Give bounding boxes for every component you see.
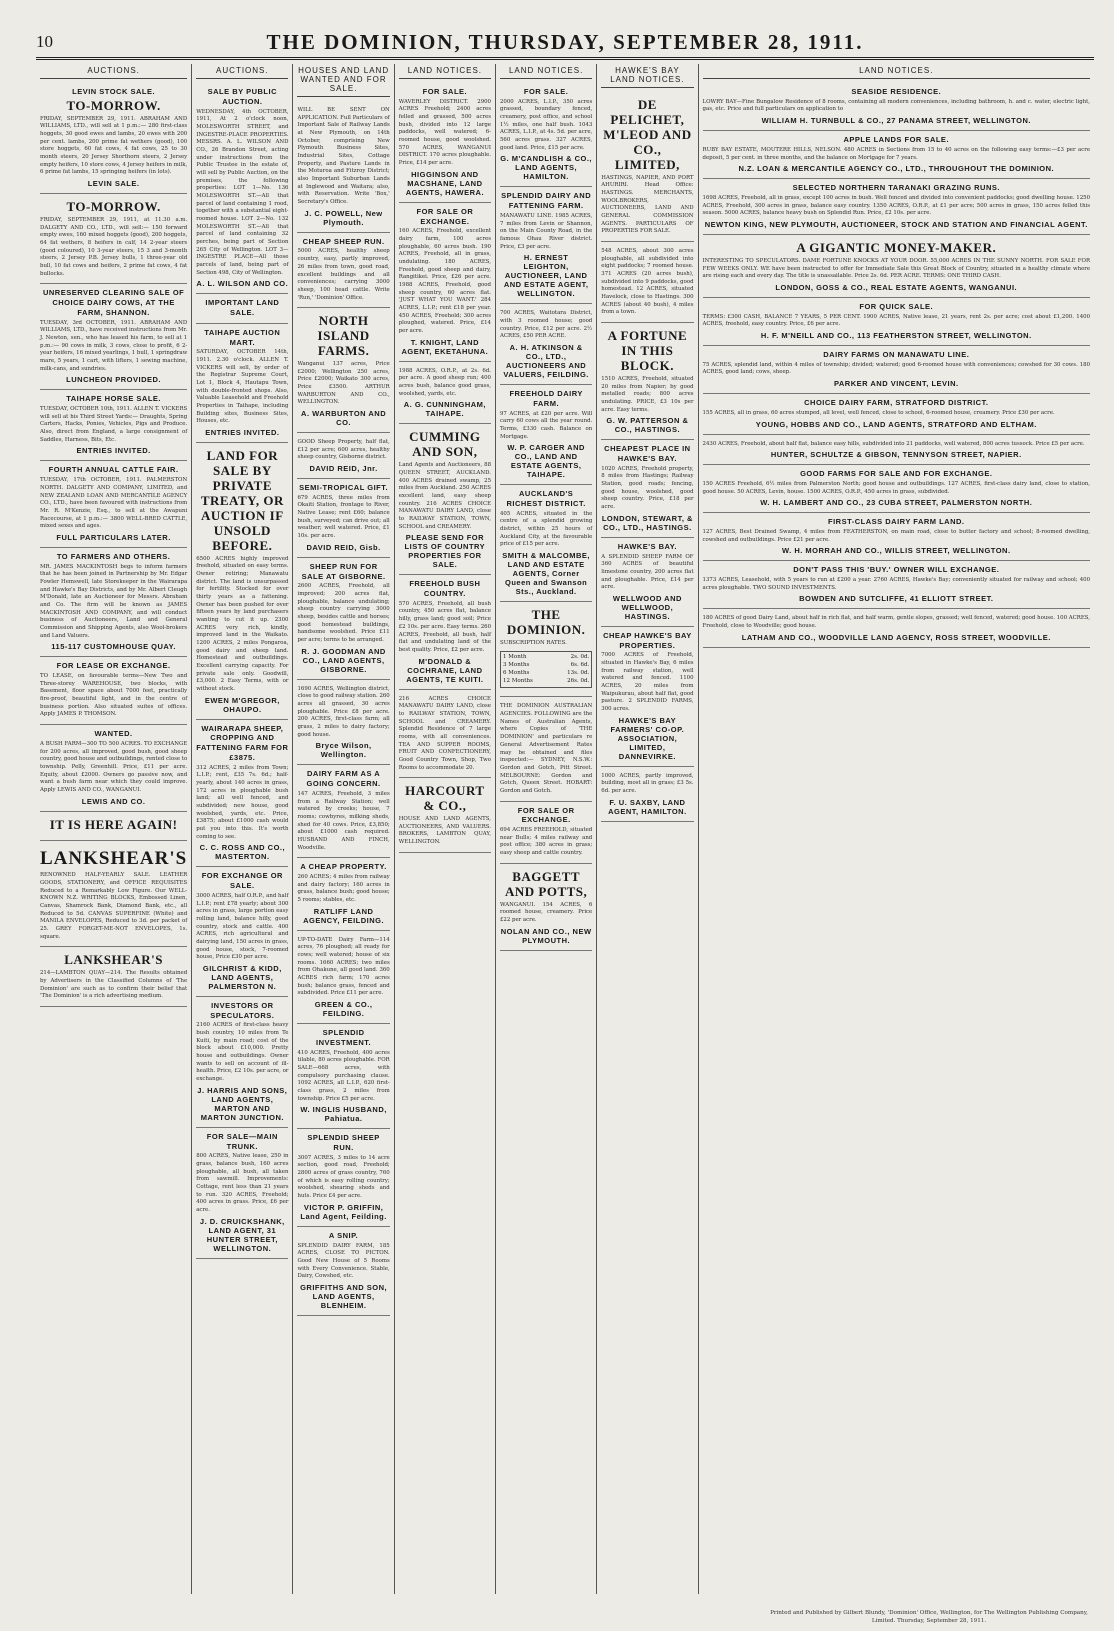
ad-signature: A. WARBURTON AND CO. [301, 409, 387, 428]
advertisement [601, 323, 693, 440]
ad-body-text: 2160 ACRES of first-class heavy bush country, 10 miles from Te Kuiti, by main road; cost of the block about £10,000. Pretty house and outbuildings. Owner wants to sell on account of ill-health. Price, £2 10s. per acre, or exchange. [196, 1022, 289, 1083]
columns [36, 64, 1094, 1594]
advertisement [297, 558, 389, 680]
ad-body-text: GOOD Sheep Property, half flat, £12 per acre; 600 acres, healthy sheep country, Gisborne district. [297, 439, 390, 461]
ad-heading: SEMI-TROPICAL GIFT. [299, 483, 389, 493]
advertisement [399, 424, 491, 575]
advertisement [500, 864, 592, 951]
advertisement [500, 485, 592, 602]
ad-heading: FOURTH ANNUAL CATTLE FAIR. [48, 465, 179, 475]
ad-body-text: 216 ACRES CHOICE MANAWATU DAIRY LAND, close to RAILWAY STATION, TOWN, SCHOOL and CREAMERY. Splendid Residence of 7 large rooms, with all conveniences. TEA AND SUPPER ROOMS, FRUIT AND CONFECTIONERY, Good Country Town, Shop, Two Rooms to accommodate 20. [398, 695, 491, 771]
ad-signature: ENTRIES INVITED. [205, 428, 280, 437]
ad-signature: NEWTON KING, NEW PLYMOUTH, AUCTIONEER, STOCK AND STATION AND FINANCIAL AGENT. [704, 219, 1088, 229]
ad-signature: RATLIFF LAND AGENCY, FEILDING. [303, 906, 385, 925]
rate-row [503, 678, 589, 686]
ad-body-text: 2430 ACRES, Freehold, about half flat, balance easy hills, subdivided into 21 paddocks, well watered, 800 acres tussock. Price £5 per acre. [702, 440, 1085, 447]
advertisement [703, 235, 1091, 298]
ad-body-text: RENOWNED HALF-YEARLY SALE. LEATHER GOODS, STATIONERY, and OFFICE REQUISITES Reduced to a Remarkably Low Figure. Our WELL-KNOWN N.Z. WRITING BLOCKS, Embossed Linen, Canvas, Shamrock Bank, Diamond Bank, etc., all Reduced to 5d. CANVAS SUPERFINE (White) and MANILA ENVELOPES, Reduced to 3d. per packet of 25. GREY FORGET-ME-NOT ENVELOPES, 1s. square. [40, 872, 188, 940]
ad-body-text: THE DOMINION AUSTRALIAN AGENCIES. FOLLOWING are the Names of Australian Agents, where Copies of 'THE DOMINION' and particulars re General Advertisement Rates may be obtained and files inspected:— SYDNEY, N.S.W.: Gordon and Gotch, Pitt Street. MELBOURNE: Gordon and Gotch, Queen Street. HOBART: Gordon and Gotch. [500, 703, 593, 794]
advertisement [399, 690, 491, 779]
ad-body-text: FRIDAY, SEPTEMBER 29, 1911, at 11.30 a.m. DALGETY AND CO., LTD., will sell:— 150 forward empty ewes, 160 mixed hoggets (good), 200 hoggets, 64 fat wethers, 8 heifers in calf, 14 2-year steers (good coloured), 10 3-year steers, 15 3 and 3-month steers, 2 Jersey P.B. Jersey bulls, 1 three-year old bull, 10 fat cows and heifers, 2 prime fat cows, 4 fat bullocks. [40, 217, 188, 277]
advertisement [500, 602, 592, 697]
ad-body-text: HOUSE AND LAND AGENTS, AUCTIONEERS, AND VALUERS. BROKERS, LAMBTON QUAY, WELLINGTON. [398, 816, 491, 846]
ad-body-text: 405 ACRES, situated in the centre of a splendid growing district, within 25 hours of Auckland City, at the favourable price of £15 per acre. [500, 510, 593, 548]
ad-body-text: FRIDAY, SEPTEMBER 29, 1911. ABRAHAM AND WILLIAMS, LTD., will sell at 1 p.m.:— 280 first-class hoggets, 30 good ewes and lambs, 20 ewes with 200 per cent. lambs, 200 prime fat wethers (good), 100 store hoggets, 60 fat cows, 4 fat cows, 25 to 30 month steers, 20 Jersey Shorthorn steers, 2 Jersey empty heifers, 10 store cows, 4 Jersey heifers in milk, 6 prime fat lambs, 15 springing heifers (in lots). [40, 115, 188, 176]
ad-body-text: LOWRY BAY—Fine Bungalow Residence of 8 rooms, containing all modern conveniences, including bathroom, h. and c. water, electric light, gas, etc. Price and full particulars on application to [702, 98, 1091, 113]
advertisement [703, 394, 1091, 434]
ad-heading: TAIHAPE HORSE SALE. [66, 394, 161, 404]
ad-signature: C. C. ROSS AND CO., MASTERTON. [199, 843, 286, 862]
advertisement [297, 931, 389, 1024]
column-heading: AUCTIONS. [196, 64, 288, 79]
ad-signature: HIGGINSON AND MACSHANE, LAND AGENTS, HAWERA. [405, 169, 485, 197]
ad-body-text: A SPLENDID SHEEP FARM OF 360 ACRES of beautiful limestone country, 200 acres flat and ploughable. Price, £14 per acre. [601, 553, 694, 591]
ad-heading: FOR SALE OR EXCHANGE. [517, 805, 575, 825]
ad-heading: FOR QUICK SALE. [859, 301, 934, 311]
advertisement [196, 720, 288, 868]
ad-title: LANKSHEAR'S [64, 952, 163, 968]
ad-signature: W. H. MORRAH AND CO., WILLIS STREET, WELLINGTON. [781, 546, 1011, 556]
rate-price: 26s. 0d. [567, 677, 590, 684]
ad-body-text: SUBSCRIPTION RATES. [500, 639, 567, 646]
ad-body-text: 679 ACRES, three miles from Okaiti Station, frontage to River, Native Lease; rent £60; balance bush, surveyed; can drive out; all weather; well watered. Price, £1 10s. per acre. [297, 494, 390, 540]
ad-signature: NOLAN AND CO., NEW PLYMOUTH. [500, 926, 592, 945]
ad-heading: FIRST-CLASS DAIRY FARM LAND. [828, 517, 965, 527]
masthead [36, 30, 1094, 60]
advertisement [40, 284, 187, 390]
ad-heading: A CHEAP PROPERTY. [300, 862, 387, 872]
ad-body-text: WEDNESDAY, 4th OCTOBER, 1911, At 2 o'clock noon, MOLESWORTH STREET, and INGESTRE-PLACE PROPERTIES. MESSRS. A. L. WILSON AND CO., 26 Brandon Street, acting under instructions from the Public Trustee in the estate of, will sell by Public Auction, on the premises, the following properties: LOT 1—No. 136 MOLESWORTH ST.—All that parcel of land containing 1 rood, together with a substantial eight-roomed house. LOT 2—No. 132 MOLESWORTH ST.—All that parcel of land containing 32 perches, being part of Section 265 City of Wellington. LOT 3—INGESTRE PLACE—All those parcels of land, being part of Section 498, City of Wellington. [196, 108, 289, 276]
ad-body-text: HASTINGS, NAPIER, AND PORT AHURIRI. Head Office: HASTINGS. MERCHANTS, WOOLBROKERS, AUCTIONEERS, LAND AND GENERAL COMMISSION AGENTS. PARTICULARS OF PROPERTIES FOR SALE. [601, 174, 694, 235]
advertisement [500, 187, 592, 304]
ad-title: DE PELICHET, M'LEOD AND CO., LIMITED, [603, 97, 692, 172]
rate-price: 13s. 0d. [567, 669, 590, 676]
advertisement [196, 997, 288, 1128]
page-number: 10 [36, 32, 53, 51]
ad-body-text: RUBY BAY ESTATE, MOUTERE HILLS, NELSON. 480 ACRES in Sections from 15 to 40 acres on the following easy terms:—£3 per acre deposit, 5 per cent. in three months, and the balance on Mortgage for 7 years. [702, 146, 1091, 161]
ad-signature: G. M'CANDLISH & CO., LAND AGENTS, HAMILTON. [500, 154, 593, 182]
ad-body-text: 260 ACRES; 4 miles from railway and dairy factory; 160 acres in grass, balance bush; good house; 5 rooms; stables, etc. [297, 874, 390, 904]
ad-body-text: 410 ACRES, Freehold, 400 acres tilable, 80 acres ploughable. FOR SALE—668 acres, with compulsory purchasing clause. 1092 ACRES, all L.I.P., 620 first-class grass, 2 miles from township. Price £5 per acre. [297, 1049, 390, 1102]
column-heading: LAND NOTICES. [703, 64, 1091, 79]
ad-body-text: 150 ACRES Freehold, 6½ miles from Palmerston North; good house and outbuildings. 127 ACRES, first-class dairy land, close to station, good house. 50 ACRES, Levin, house. 1500 ACRES, O.R.P., 450 acres in grass, subdivided. [702, 480, 1091, 495]
column-4 [395, 64, 496, 1594]
ad-title: A GIGANTIC MONEY-MAKER. [796, 239, 997, 255]
advertisement [601, 627, 693, 767]
ad-heading: APPLE LANDS FOR SALE. [843, 135, 950, 145]
ad-title: IT IS HERE AGAIN! [49, 816, 178, 832]
ad-body-text: 2000 ACRES, L.I.P., 350 acres grassed, boundary fenced, creamery, post office, and school 1½ miles, one half bush. 1043 ACRES, L.I.P., at 4s. 5d. per acre, 560 acres grass. 327 ACRES, good land. Price, £15 per acre. [500, 98, 593, 151]
ad-title: BAGGETT AND POTTS, [504, 868, 588, 899]
ad-heading: FREEHOLD DAIRY FARM. [509, 389, 583, 408]
advertisement [40, 548, 187, 657]
rate-period: 6 Months [503, 669, 530, 676]
advertisement [399, 83, 491, 203]
ad-signature: LEVIN SALE. [87, 179, 140, 189]
advertisement [601, 440, 693, 538]
ad-signature: WILLIAM H. TURNBULL & CO., 27 PANAMA STREET, WELLINGTON. [761, 116, 1031, 126]
ad-body-text: 1510 ACRES, Freehold, situated 20 miles from Napier; by good metalled roads; 800 acres undulating. PRICE, £3 10s per acre. Easy terms. [601, 375, 694, 413]
imprint: Printed and Published by Gilbert Blundy, 'Dominion' Office, Wellington, for The Wellington Publishing Company, Limited. Thursday, September 28, 1911. [770, 1610, 1088, 1624]
rate-period: 1 Month [503, 653, 527, 660]
ad-body-text: 1020 ACRES, Freehold property, 8 miles from Hastings; Railway Station, good roads; fencing, good house, woolshed, good sheep country. Price, £18 per acre. [601, 465, 694, 511]
ad-signature: H. ERNEST LEIGHTON, AUCTIONEER, LAND AND ESTATE AGENT, WELLINGTON. [503, 253, 589, 299]
ad-heading: FOR LEASE OR EXCHANGE. [56, 661, 171, 671]
advertisement [196, 443, 288, 720]
advertisement [703, 83, 1091, 131]
ad-signature: LATHAM AND CO., WOODVILLE LAND AGENCY, ROSS STREET, WOODVILLE. [741, 632, 1051, 642]
ad-body-text: 75 ACRES, splendid land, within 4 miles of township; divided; watered; good 6-roomed house with conveniences; cowshed for 30 cows. 180 ACRES, good land; cows, sheep. [702, 361, 1091, 376]
ad-signature: LONDON, GOSS & CO., REAL ESTATE AGENTS, WANGANUI. [775, 282, 1018, 292]
ad-body-text: 97 ACRES, at £20 per acre. Will carry 60 cows all the year round. Terms, £330 cash. Balance on Mortgage. [500, 410, 593, 440]
ad-signature: Bryce Wilson, Wellington. [315, 741, 372, 760]
ad-heading: DAIRY FARM AS A GOING CONCERN. [306, 769, 381, 789]
advertisement [500, 802, 592, 864]
ad-body-text: 155 ACRES, all in grass, 60 acres stumped, all level, well fenced, close to school, 6-roomed house, creamery. Price £30 per acre. [702, 409, 1055, 416]
ad-body-text: 800 ACRES, Native lease, 250 in grass, balance bush, 160 acres ploughable, all bush, all taken from sawmill. Improvements: Cottage, rent less than 21 years to run. 320 ACRES, Freehold; 400 acres in grass. Price, £6 per acre. [196, 1153, 289, 1213]
ad-body-text: 127 ACRES, Best Drained Swamp, 4 miles from FEATHERSTON, on main road, close to butter factory and school; 8-roomed dwelling, cowshed and outbuildings. Price £21 per acre. [702, 529, 1091, 543]
ad-heading: DON'T PASS THIS 'BUY.' OWNER WILL EXCHANGE. [793, 565, 1000, 575]
advertisement [500, 697, 592, 801]
ad-signature: J. D. CRUICKSHANK, LAND AGENT, 31 HUNTER STREET, WELLINGTON. [199, 1216, 285, 1253]
advertisement [196, 294, 288, 324]
ad-signature: VICTOR P. GRIFFIN, Land Agent, Feilding. [300, 1202, 387, 1221]
ad-body-text: 1690 ACRES, Wellington district, close to good railway station. 260 acres all grassed, 30 acres ploughable. Price £8 per acre. 200 ACRES, first-class farm; all grass, 2 miles to dairy factory; good house. [297, 685, 390, 738]
rate-period: 12 Months [503, 677, 533, 684]
ad-heading: UNRESERVED CLEARING SALE OF CHOICE DAIRY COWS, AT THE FARM, SHANNON. [42, 288, 185, 317]
advertisement [40, 841, 187, 948]
ad-heading: SPLENDID DAIRY AND FATTENING FARM. [501, 191, 592, 211]
column-heading: AUCTIONS. [40, 64, 187, 79]
ad-signature: HUNTER, SCHULTZE & GIBSON, TENNYSON STREET, NAPIER. [770, 450, 1022, 460]
advertisement [703, 131, 1091, 179]
column-heading: LAND NOTICES. [399, 64, 491, 79]
advertisement [40, 947, 187, 1007]
rate-row [503, 670, 589, 678]
advertisement [601, 242, 693, 323]
ad-title: HARCOURT & CO., [405, 783, 485, 814]
ad-body-text: TO LEASE, on favourable terms—New Two and Three-storey WAREHOUSE, two blocks, with Basement, floor space about 7000 feet, practically fire-proof, beautiful light, and in the centre of business portion. Also situated suites of offices. Apply JAMES P. THOMSON. [40, 673, 188, 718]
ad-body-text: 1000 ACRES, partly improved, building, most all in grass; £3 5s. 6d. per acre. [601, 772, 694, 795]
ad-body-text: 1698 ACRES, Freehold, all in grass, except 100 acres in bush. Well fenced and divided into convenient paddocks; good dwelling house. 1250 ACRES, Freehold, 300 acres in grass, balance easy country. 1350 ACRES, O.R.P., at £1 per acre; 500 acres in grass, 150 acres felled this season. 5000 ACRES, balance heavy bush on Splendid Run. Price, £2 10s. per acre. [702, 194, 1091, 217]
advertisement [601, 767, 693, 822]
ad-body-text: 5000 ACRES, healthy sheep country, easy, partly improved, 26 miles from town, good road, excellent buildings and all conveniences; carrying 3000 sheep, 100 head cattle. Write 'Run,' 'Dominion' Office. [297, 248, 390, 301]
column-5 [496, 64, 597, 1594]
ad-heading: AUCKLAND'S RICHEST DISTRICT. [506, 489, 586, 508]
ad-heading: DAIRY FARMS ON MANAWATU LINE. [823, 350, 970, 359]
ad-signature: YOUNG, HOBBS AND CO., LAND AGENTS, STRATFORD AND ELTHAM. [755, 419, 1037, 429]
ad-signature: W. INGLIS HUSBAND, Pahiatua. [300, 1105, 387, 1124]
column-2 [192, 64, 293, 1594]
ad-title: LAND FOR SALE BY PRIVATE TREATY, OR AUCTION IF UNSOLD BEFORE. [200, 448, 284, 553]
ad-heading: A SNIP. [328, 1230, 359, 1240]
ad-heading: FREEHOLD BUSH COUNTRY. [409, 579, 481, 599]
ad-heading: WANTED. [94, 729, 133, 739]
ad-signature: BOWDEN AND SUTCLIFFE, 41 ELLIOTT STREET. [799, 594, 994, 604]
ad-body-text: WANGANUI. 154 ACRES, 6 roomed house, creamery. Price £22 per acre. [500, 901, 593, 923]
ad-heading: WAIRARAPA SHEEP, CROPPING AND FATTENING FARM FOR £3875. [196, 723, 289, 762]
advertisement [196, 867, 288, 997]
column-6 [597, 64, 698, 1594]
advertisement [297, 765, 389, 858]
ad-title: CUMMING AND SON, [409, 429, 481, 460]
ad-signature: J. C. POWELL, New Plymouth. [304, 208, 383, 227]
ad-body-text: A BUSH FARM—300 TO 500 ACRES. TO EXCHANGE for 200 acres, all improved, good bush, good sheep country, good house and outbuildings, rented close to township. Pelly, Greenhill. Price, £11 per acre. Equity, about £2000. Owners go passive now, and want a bush farm near which they could improve. Apply LEWIS AND CO., WANGANUI. [40, 740, 188, 793]
advertisement [703, 465, 1091, 513]
ad-signature: 115-117 CUSTOMHOUSE QUAY. [51, 642, 176, 652]
advertisement [703, 561, 1091, 609]
ad-body-text: 1373 ACRES, Leasehold, with 5 years to run at £200 a year. 2760 ACRES, Hawke's Bay; conveniently situated for railway and school; 400 acres ploughable. TWO SOUND INVESTMENTS. [702, 577, 1091, 591]
ad-signature: LUNCHEON PROVIDED. [66, 375, 162, 385]
ad-heading: SPLENDID SHEEP RUN. [307, 1133, 380, 1153]
ad-signature: PLEASE SEND FOR LISTS OF COUNTRY PROPERTIES FOR SALE. [404, 533, 486, 570]
advertisement [40, 390, 187, 461]
ad-body-text: 7000 ACRES of Freehold, situated in Hawke's Bay, 6 miles from railway station, well watered and fenced. 1100 ACRES, 20 miles from Waipukurau, about half flat, good pasture. 2 SPLENDID FARMS, 300 acres. [601, 652, 694, 713]
ad-body-text: UP-TO-DATE Dairy Farm—114 acres, 76 ploughed; all ready for cows; well watered; house of six rooms. 1660 ACRES; two miles from Ohakune, all good land. 360 ACRES rich farm; 170 acres bush; balance grass, fenced and subdivided. Price £11 per acre. [297, 936, 390, 997]
ad-heading: SEASIDE RESIDENCE. [851, 87, 942, 96]
advertisement [399, 575, 491, 689]
ad-body-text: 1988 ACRES, O.R.P., at 2s. 6d. per acre. A good sheep run; 400 acres bush, balance good grass, woolshed, yards, etc. [398, 367, 491, 397]
column-heading: LAND NOTICES. [500, 64, 592, 79]
ad-signature: HAWKE'S BAY FARMERS' CO-OP. ASSOCIATION, LIMITED, DANNEVIRKE. [610, 715, 685, 761]
advertisement [399, 203, 491, 362]
ad-heading: FOR EXCHANGE OR SALE. [201, 871, 283, 891]
ad-heading: CHEAP HAWKE'S BAY PROPERTIES. [603, 630, 692, 650]
ad-body-text: MANAWATU LINE. 1985 ACRES, 7 miles from Levin or Shannon, on the Main County Road, in the famous Ohau River district. Price, £3 per acre. [500, 212, 593, 250]
subscription-rates-table [500, 651, 592, 689]
advertisement [297, 680, 389, 766]
rate-price: 2s. 0d. [570, 653, 590, 660]
ad-signature: H. F. M'NEILL AND CO., 113 FEATHERSTON STREET, WELLINGTON. [760, 331, 1032, 340]
ad-heading: HAWKE'S BAY. [617, 541, 677, 551]
advertisement [703, 513, 1091, 561]
ad-signature: DAVID REID, Jnr. [309, 464, 378, 474]
ad-body-text: Wanganui 137 acres, Price £2000; Wellington 250 acres, Price £2000; Waikato 300 acres, Price £3500. ARTHUR WARBURTON AND CO., WELLINGTON. [297, 361, 390, 406]
advertisement [40, 812, 187, 841]
ad-heading: FOR SALE—MAIN TRUNK. [206, 1131, 278, 1151]
ad-heading: SHEEP RUN FOR SALE AT GISBORNE. [301, 561, 386, 581]
ad-heading: GOOD FARMS FOR SALE AND FOR EXCHANGE. [800, 469, 993, 479]
ad-signature: GILCHRIST & KIDD, LAND AGENTS, PALMERSTON N. [202, 963, 282, 991]
ad-signature: G. W. PATTERSON & CO., HASTINGS. [606, 416, 689, 435]
advertisement [40, 657, 187, 725]
ad-signature: GREEN & CO., FEILDING. [314, 1000, 373, 1019]
advertisement [40, 83, 187, 194]
ad-body-text: 570 ACRES, Freehold, all bush country, 450 acres flat, balance hilly, grass land; good soil; Price £2 10s. per acre. Easy terms. 260 ACRES, Freehold, all bush, half flat and undulating land of the best quality. Price, £2 per acre. [398, 600, 491, 653]
advertisement [297, 1227, 389, 1316]
advertisement [703, 609, 1091, 647]
advertisement [297, 1024, 389, 1129]
ad-heading: SELECTED NORTHERN TARANAKI GRAZING RUNS. [792, 183, 1000, 193]
ad-signature: WELLWOOD AND WELLWOOD, HASTINGS. [612, 593, 682, 621]
advertisement [40, 461, 187, 547]
rate-price: 6s. 6d. [570, 661, 590, 668]
ad-body-text: SATURDAY, OCTOBER 14th, 1911. 2.30 o'clock. ALLEN T. VICKERS will sell, by order of the Registrar Supreme Court, Lot 1, Block 4, Hautapu Town, with double-fronted shops. Also, Valuable Leasehold and Freehold Properties in Taihape, including Building sites, Business Sites, Houses, etc. [196, 349, 289, 425]
ad-signature: A. H. ATKINSON & CO., LTD., AUCTIONEERS AND VALUERS, FEILDING. [503, 343, 589, 379]
ad-heading: CHEAPEST PLACE IN HAWKE'S BAY. [604, 444, 691, 464]
ad-signature: EWEN M'GREGOR, OHAUPO. [204, 695, 280, 714]
advertisement [500, 385, 592, 485]
ad-body-text: WILL BE SENT ON APPLICATION. Full Particulars of Important Sale of Railway Lands at New Plymouth, on 14th October, comprising New Plymouth Business Sites, Industrial Sites, Cottage Property, and Pasture Lands in the Moturoa and Fitzroy District; also Important Suburban Lands at Inglewood and Waitara; also, with Reservation. Write 'Box,' Secretary's Office. [297, 107, 390, 206]
ad-title: TO-MORROW. [66, 199, 161, 215]
advertisement [500, 83, 592, 187]
ad-body-text: 2600 ACRES, Freehold, all improved; 200 acres flat, ploughable, balance undulating; sheep country carrying 3000 sheep, besides cattle and horses; good homestead buildings, handsome woolshed. Price £11 per acre; terms to be arranged. [297, 583, 390, 644]
ad-signature: LEWIS AND CO. [81, 796, 146, 806]
ad-signature: DAVID REID, Gisb. [306, 542, 381, 552]
ad-body-text: TERMS: £300 CASH, BALANCE 7 YEARS, 5 PER CENT. 1900 ACRES, Native lease, 21 years, rent 2s. per acre; cost about £1,200. 1400 ACRES, freehold, easy country. Price, £6 per acre. [702, 313, 1091, 328]
ad-body-text: TUESDAY, 17th OCTOBER, 1911. PALMERSTON NORTH. DALGETY AND COMPANY, LIMITED, and NEW ZEALAND LOAN AND MERCANTILE AGENCY CO., LTD., have been favoured with instructions from Mr. R. M'Kenzie, Esq., to sell at the Awapuni Racecourse, at 1 p.m.:— 3800 WELL-BRED CATTLE, mixed sexes and ages. [40, 477, 188, 530]
ad-body-text: 6500 ACRES highly improved freehold, situated on easy terms. Owner retiring; Manawatu district. The land is unsurpassed for fertility. Stocked for over thirty years as a fattening. Owner has been pushed for over fifteen years by land purchasers wanting to cut it up. 2300 ACRES very rich, kindly, improved land in the Waikato. 1200 ACRES, 2 miles Pongaroa, good dairy and sheep land. Homestead and outbuildings. Excellent carrying capacity. For private sale only. Goodwill, £3,000. 2 Easy Terms, with or without stock. [196, 555, 289, 692]
ad-body-text: 700 ACRES, Waitotara District, with 3 roomed house; good country. Price, £12 per acre. 2½ ACRES, £50 PER ACRE. [500, 310, 593, 340]
rate-period: 3 Months [503, 661, 530, 668]
ad-body-text: Land Agents and Auctioneers, 88 QUEEN STREET, AUCKLAND. 400 ACRES drained swamp, 25 miles from Auckland. 250 ACRES excellent land, easy sheep country. 216 ACRES CHOICE MANAWATU DAIRY LAND, close to RAILWAY STATION, TOWN, SCHOOL and CREAMERY. [398, 462, 491, 530]
ad-heading: IMPORTANT LAND SALE. [205, 298, 280, 318]
ad-heading: FOR SALE. [422, 87, 468, 96]
ad-title: TO-MORROW. [66, 97, 161, 113]
ad-body-text: TUESDAY, 3rd OCTOBER, 1911. ABRAHAM AND WILLIAMS, LTD., have received instructions from Mr. J. Newton, sen., who has leased his farm, to sell at 1 p.m.:— 90 cows in milk, 3 cows, close to profit, 6 2-year heifers, 16 mixed yearlings, 1 bull, 1 springdraw mare, 5 years, 1 cart, with lifters, 1 sewing machine, milk-cans, and sundries. [40, 319, 188, 372]
ad-body-text: 694 ACRES FREEHOLD, situated near Bulls; 4 miles railway and post office; 380 acres in grass; easy sheep and cattle country. [500, 827, 593, 857]
advertisement [196, 1128, 288, 1259]
advertisement [297, 308, 389, 433]
advertisement [703, 179, 1091, 235]
column-1 [36, 64, 192, 1594]
ad-signature: W. P. CARGER AND CO., LAND AND ESTATE AGENTS, TAIHAPE. [507, 443, 585, 480]
ad-heading: TAIHAPE AUCTION MART. [204, 327, 281, 347]
ad-signature: LONDON, STEWART, & CO., LTD., HASTINGS. [601, 513, 693, 532]
ad-heading: TO FARMERS AND OTHERS. [56, 551, 171, 561]
ad-body-text: 3000 ACRES, half O.R.P., and half L.I.P.; rent £78 yearly; about 300 acres in grass, large portion easy rolling land, balance hilly, good country, stock and cattle. 400 ACRES, rich agricultural and dairying land, 150 acres in grass, good house, stock, 7-roomed house, Price £30 per acre. [196, 892, 289, 961]
advertisement [500, 304, 592, 385]
ad-body-text: 180 ACRES of good Dairy Land, about half in rich flat, and half warm, gentle slopes, grassed; well fenced, watered; good house. 100 ACRES, Freehold, close to Woodville; good house. [702, 615, 1091, 630]
ad-body-text: 548 ACRES, about 300 acres ploughable, all subdivided into eight paddocks; 7 roomed house. 371 ACRES (20 acres bush), subdivided into 9 paddocks, good homestead. 12 ACRES, situated Havelock, close to Hastings. 300 ACRES (about 40 bush), 4 miles from a town. [601, 248, 694, 316]
advertisement [40, 725, 187, 811]
rate-row [503, 654, 589, 662]
ad-heading: FOR SALE. [523, 87, 569, 96]
ad-body-text: TUESDAY, OCTOBER 10th, 1911. ALLEN T. VICKERS will sell at his Third Street Yards:— Draughts, Spring Carters, Hacks, Ponies, Vehicles, Pigs and Produce. Also, direct from England, a large consignment of Saddles, Harness, Bits, Etc. [40, 406, 188, 443]
advertisement [40, 194, 187, 284]
advertisement [399, 778, 491, 853]
advertisement [297, 433, 389, 479]
ad-body-text: MR. JAMES MACKINTOSH begs to inform farmers that he has been joined in Partnership by Mr. Edgar Fowler Hemswell, late Storekeeper in the Wairarapa and Hawke's Bay Districts, and by Mr. Albert Cleugh M'Donald, late an Auctioneer for Messrs. Abraham and Co. The firm will be known as JAMES MACKINTOSH AND COMPANY, and will conduct business of Auctioneers, Land and General Commission and Shipping Agents, also Wool-brokers and Land Valuers. [40, 563, 188, 639]
ad-signature: SMITH & MALCOMBE, LAND AND ESTATE AGENTS, Corner Queen and Swanson Sts., Auckland. [502, 551, 590, 597]
ad-title: THE DOMINION. [506, 607, 586, 637]
column-heading: HAWKE'S BAY LAND NOTICES. [601, 64, 693, 88]
ad-signature: GRIFFITHS AND SON, LAND AGENTS, BLENHEIM. [300, 1282, 388, 1310]
ad-body-text: WAVERLEY DISTRICT. 2900 ACRES Freehold; 2400 acres felled and grassed, 500 acres bush, divided into 12 large paddocks, well watered; 6-roomed house, good woolshed. 570 ACRES, WANGANUI DISTRICT. 170 acres ploughable. Price, £14 per acre. [398, 98, 491, 167]
ad-body-text: SPLENDID DAIRY FARM, 185 ACRES, CLOSE TO PICTON. Good New House of 5 Rooms with Every Convenience. Stable, Dairy, Cowshed, etc. [297, 1242, 390, 1280]
newspaper-title: THE DOMINION, THURSDAY, SEPTEMBER 28, 1911. [266, 30, 864, 54]
ad-signature: A. G. CUNNINGHAM, TAIHAPE. [403, 400, 486, 419]
ad-signature: R. J. GOODMAN AND CO., LAND AGENTS, GISBORNE. [301, 646, 386, 674]
ad-signature: M'DONALD & COCHRANE, LAND AGENTS, TE KUITI. [406, 656, 484, 684]
column-heading: HOUSES AND LAND WANTED AND FOR SALE. [297, 64, 389, 97]
advertisement [196, 324, 288, 443]
ad-heading: SALE BY PUBLIC AUCTION. [207, 87, 278, 106]
column-7 [699, 64, 1095, 1594]
ad-signature: N.Z. LOAN & MERCANTILE AGENCY CO., LTD., THROUGHOUT THE DOMINION. [738, 164, 1055, 174]
advertisement [601, 538, 693, 627]
ad-signature: W. H. LAMBERT AND CO., 23 CUBA STREET, PALMERSTON NORTH. [760, 498, 1033, 508]
advertisement [703, 346, 1091, 394]
advertisement [703, 298, 1091, 346]
ad-heading: CHOICE DAIRY FARM, STRATFORD DISTRICT. [804, 398, 989, 408]
ad-title: NORTH ISLAND FARMS. [317, 313, 370, 359]
advertisement [601, 92, 693, 242]
advertisement [297, 479, 389, 558]
ad-body-text: 312 ACRES, 2 miles from Town; L.I.P.; rent, £35 7s. 6d.; half-yearly, about 140 acres in grass, 172 acres in ploughable bush land; all well fenced, and subdivided; new house, good woolshed, yards, etc. Price, £3875; about £1000 cash would put you into this. It's worth coming to see. [196, 764, 289, 840]
column-3 [293, 64, 394, 1594]
ad-signature: FULL PARTICULARS LATER. [56, 532, 171, 542]
ad-signature: ENTRIES INVITED. [76, 446, 151, 456]
ad-body-text: 214—LAMBTON QUAY—214. The Results obtained by Advertisers in the Classified Columns of 'The Dominion' are such as to confirm their belief that 'The Dominion' is a rich advertising medium. [40, 970, 188, 1000]
advertisement [297, 1129, 389, 1227]
ad-heading: SPLENDID INVESTMENT. [316, 1028, 372, 1047]
ad-signature: A. L. WILSON AND CO. [196, 279, 289, 289]
rate-row [503, 662, 589, 670]
advertisement [297, 233, 389, 308]
advertisement [297, 858, 389, 930]
ad-body-text: 147 ACRES, Freehold, 3 miles from a Railway Station; well watered by creeks; house, 7 rooms; cowbyres, milking sheds, shed for 40 cows. Price, £3,850; about £1000 cash required. HUSBAND AND FINCH, Woodville. [297, 790, 390, 851]
ad-heading: INVESTORS OR SPECULATORS. [210, 1000, 275, 1020]
ad-signature: PARKER AND VINCENT, LEVIN. [833, 379, 959, 389]
ad-body-text: 3007 ACRES, 3 miles to 14 acre section, good road, Freehold; 2800 acres of grass country, 760 of which is easy rolling country; woolshed, shearing sheds and huts. Price £4 per acre. [297, 1154, 390, 1200]
ad-body-text: INTERESTING TO SPECULATORS. DAME FORTUNE KNOCKS AT YOUR DOOR. 55,000 ACRES IN THE SUNNY NORTH. FOR SALE FOR FEW WEEKS ONLY. WE have been instructed to offer for Immediate Sale this Great Block of Country, situated in a healthy climate where are rising each and every day. The title is unassailable. Price 2s. 6d. PER ACRE. TERMS: ONE THIRD CASH. [702, 257, 1091, 280]
ad-signature: F. U. SAXBY, LAND AGENT, HAMILTON. [608, 797, 687, 816]
ad-signature: T. KNIGHT, LAND AGENT, EKETAHUNA. [401, 337, 489, 356]
ad-heading: CHEAP SHEEP RUN. [302, 236, 385, 246]
advertisement [399, 362, 491, 425]
ad-heading: FOR SALE OR EXCHANGE. [416, 206, 474, 226]
advertisement [703, 435, 1091, 466]
ad-title: A FORTUNE IN THIS BLOCK. [607, 328, 688, 373]
advertisement [196, 83, 288, 294]
ad-body-text: 160 ACRES, Freehold, excellent dairy farm, 100 acres ploughable, 60 acres bush. 190 ACRES, Freehold, all in grass, undulating. 180 ACRES, Freehold, good sheep and dairy, Rangitikei. Price, £26 per acre. 1988 ACRES, Freehold, good sheep country, 60 acres flat. 'JUST WHAT YOU WANT.' 284 ACRES, L.I.P.; rent £18 per year. 450 ACRES, Freehold; 300 acres ploughed, watered. Price, £14 per acre. [398, 228, 491, 335]
advertisement [297, 101, 389, 233]
ad-heading: LEVIN STOCK SALE. [72, 87, 156, 96]
ad-signature: J. HARRIS AND SONS, LAND AGENTS, MARTON AND MARTON JUNCTION. [197, 1085, 288, 1122]
ad-display-title: LANKSHEAR'S [40, 847, 188, 869]
